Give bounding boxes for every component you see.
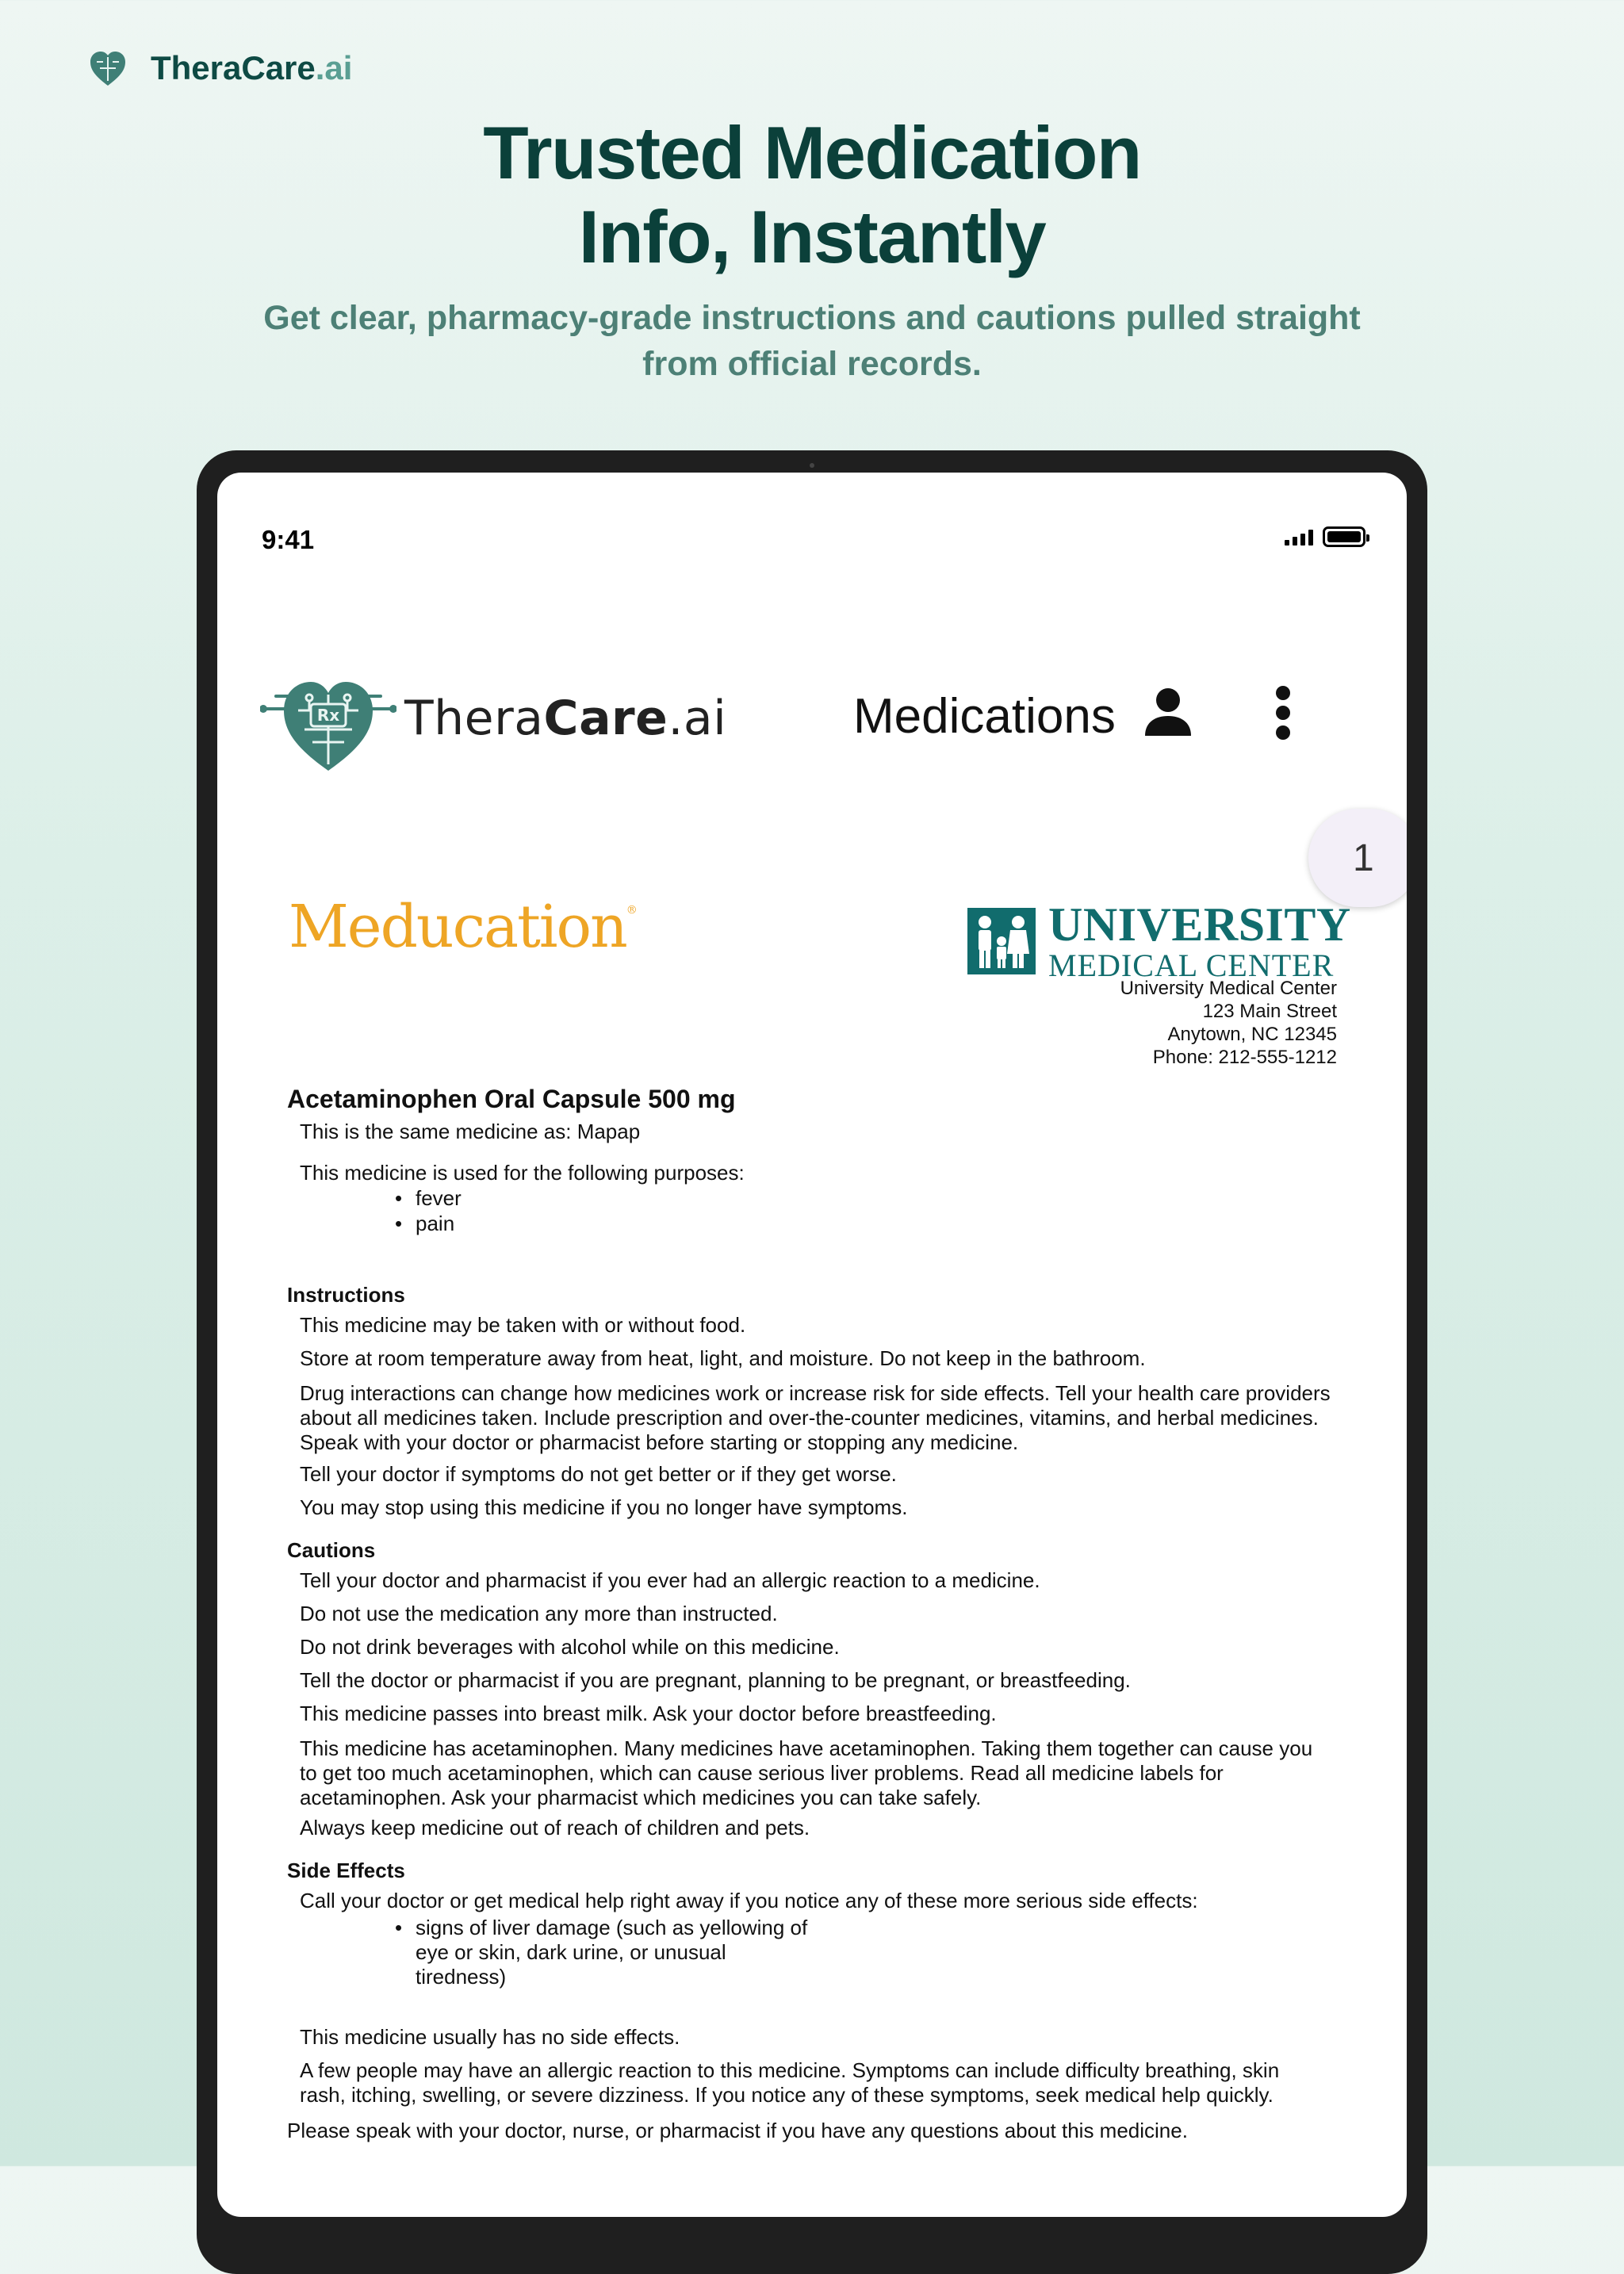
- app-logo-text: TheraCare.ai: [404, 691, 727, 746]
- instruction-item: You may stop using this medicine if you no longer have symptoms.: [300, 1495, 908, 1519]
- umc-logo: [967, 898, 1351, 983]
- usually-no-side-effects: This medicine usually has no side effects.: [300, 2025, 680, 2049]
- app-logo[interactable]: [260, 663, 726, 774]
- headline-line-1: Trusted Medication: [483, 111, 1141, 194]
- nav-title-medications[interactable]: Medications: [853, 689, 1116, 744]
- allergic-reaction-note: A few people may have an allergic reaction to this medicine. Symptoms can include difficulty breathing, skin rash, itching, swelling, or severe dizziness. If you notice any of these symptoms, seek medical help quickly.: [300, 2058, 1280, 2107]
- caution-item: Tell your doctor and pharmacist if you ever had an allergic reaction to a medicine.: [300, 1568, 1040, 1592]
- person-icon[interactable]: [1143, 687, 1193, 737]
- closing-note: Please speak with your doctor, nurse, or pharmacist if you have any questions about this medicine.: [287, 2119, 1188, 2142]
- institution-address: University Medical Center 123 Main Street Anytown, NC 12345 Phone: 212-555-1212: [1120, 978, 1337, 1068]
- side-effects-heading: Side Effects: [287, 1859, 405, 1882]
- caution-item: This medicine passes into breast milk. Ask your doctor before breastfeeding.: [300, 1702, 997, 1725]
- purpose-item: • fever: [416, 1186, 462, 1211]
- instructions-heading: Instructions: [287, 1283, 405, 1307]
- promo-headline: [0, 111, 1624, 279]
- cellular-signal-icon: [1285, 528, 1313, 546]
- promo-brand: [86, 46, 352, 90]
- more-vertical-icon[interactable]: [1274, 685, 1293, 741]
- instruction-item: This medicine may be taken with or without food.: [300, 1313, 746, 1337]
- family-icon: [967, 908, 1036, 974]
- promo-brand-name: TheraCare.ai: [151, 49, 353, 86]
- caution-item: Tell the doctor or pharmacist if you are pregnant, planning to be pregnant, or breastfeeding.: [300, 1668, 1131, 1692]
- serious-effect-item: • signs of liver damage (such as yellowing of eye or skin, dark urine, or unusual tiredness): [416, 1916, 812, 1989]
- side-effects-intro: Call your doctor or get medical help right away if you notice any of these more serious side effects:: [300, 1889, 1198, 1912]
- battery-icon: [1323, 526, 1365, 547]
- caution-item: Do not drink beverages with alcohol while on this medicine.: [300, 1635, 840, 1659]
- theracare-logo-icon: [86, 46, 130, 90]
- drug-title: Acetaminophen Oral Capsule 500 mg: [287, 1085, 736, 1113]
- rx-symbol: Rx: [316, 706, 340, 725]
- cautions-heading: Cautions: [287, 1538, 376, 1562]
- instruction-item: Store at room temperature away from heat, light, and moisture. Do not keep in the bathroom.: [300, 1346, 1146, 1370]
- purpose-item: • pain: [416, 1212, 454, 1236]
- umc-name-line1: UNIVERSITY: [1048, 898, 1351, 951]
- purposes-intro: This medicine is used for the following purposes:: [300, 1161, 745, 1185]
- caution-item: Always keep medicine out of reach of children and pets.: [300, 1816, 810, 1839]
- status-time: 9:41: [262, 525, 315, 554]
- instruction-item: Drug interactions can change how medicines work or increase risk for side effects. Tell your health care providers about all medicines taken. Include prescription and over-the-counter medicines, vitamins, and herbal medicines. Speak with your doctor or pharmacist before starting or stopping any medicine.: [300, 1381, 1331, 1454]
- page-number-badge[interactable]: 1: [1308, 809, 1407, 907]
- same-as-text: This is the same medicine as: Mapap: [300, 1120, 641, 1143]
- umc-name-line2: MEDICAL CENTER: [1048, 948, 1335, 983]
- instruction-item: Tell your doctor if symptoms do not get better or if they get worse.: [300, 1462, 897, 1486]
- caution-item: Do not use the medication any more than instructed.: [300, 1602, 778, 1625]
- tablet-screen: [217, 473, 1407, 2217]
- meducation-logo: Meducation®: [289, 893, 638, 961]
- caution-item: This medicine has acetaminophen. Many medicines have acetaminophen. Taking them together can cause you to get too much acetaminophen, which can cause serious liver problems. Read all medicine labels for acetaminophen. Ask your pharmacist which medicines you can take safely.: [300, 1736, 1313, 1809]
- tablet-camera: [810, 463, 814, 468]
- headline-line-2: Info, Instantly: [578, 195, 1046, 278]
- promo-subhead: Get clear, pharmacy-grade instructions and cautions pulled straight from official records.: [263, 299, 1361, 383]
- theracare-heart-icon: [260, 663, 396, 774]
- status-icons: [1285, 526, 1365, 547]
